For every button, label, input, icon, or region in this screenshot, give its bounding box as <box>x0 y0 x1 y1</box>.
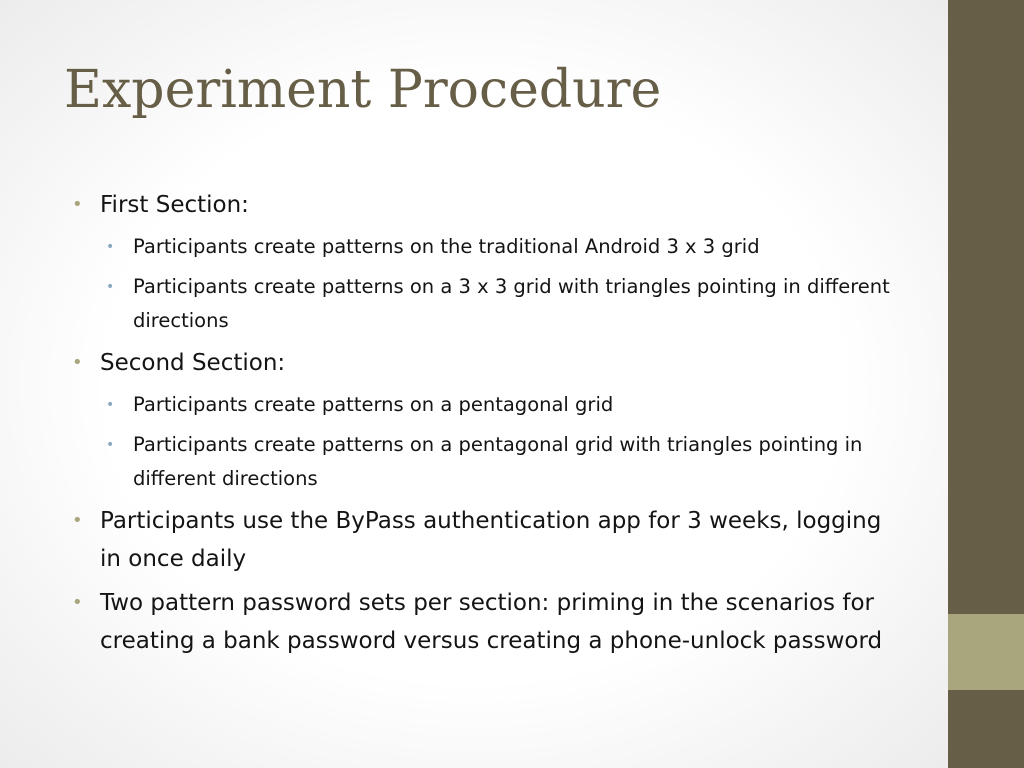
sidebar-accent-block <box>948 614 1024 690</box>
sub-bullet-item <box>72 230 902 264</box>
bullet-text: Two pattern password sets per section: priming in the scenarios for creating a bank password versus creating a phone-unlock password <box>100 590 883 654</box>
bullet-item <box>72 344 902 382</box>
bullet-text: Second Section: <box>100 350 286 376</box>
sub-bullet-text: Participants create patterns on a 3 x 3 grid with triangles pointing in different directions <box>133 275 890 332</box>
sub-bullet-text: Participants create patterns on a pentagonal grid <box>133 393 614 416</box>
sub-bullet-dot-icon: • <box>106 397 115 413</box>
slide-title: Experiment Procedure <box>64 60 662 120</box>
bullet-list <box>72 186 902 660</box>
sub-bullet-text: Participants create patterns on the traditional Android 3 x 3 grid <box>133 235 760 258</box>
bullet-item <box>72 186 902 224</box>
bullet-dot-icon: • <box>72 352 83 373</box>
sub-bullet-item <box>72 270 902 338</box>
bullet-dot-icon: • <box>72 592 83 613</box>
bullet-item <box>72 584 902 660</box>
bullet-item <box>72 502 902 578</box>
bullet-dot-icon: • <box>72 194 83 215</box>
bullet-text: Participants use the ByPass authentication app for 3 weeks, logging in once daily <box>100 508 882 572</box>
bullet-dot-icon: • <box>72 510 83 531</box>
sub-bullet-item <box>72 388 902 422</box>
sub-bullet-item <box>72 428 902 496</box>
sub-bullet-dot-icon: • <box>106 239 115 255</box>
bullet-text: First Section: <box>100 192 249 218</box>
sub-bullet-dot-icon: • <box>106 279 115 295</box>
sub-bullet-dot-icon: • <box>106 437 115 453</box>
sub-bullet-text: Participants create patterns on a pentagonal grid with triangles pointing in different directions <box>133 433 863 490</box>
